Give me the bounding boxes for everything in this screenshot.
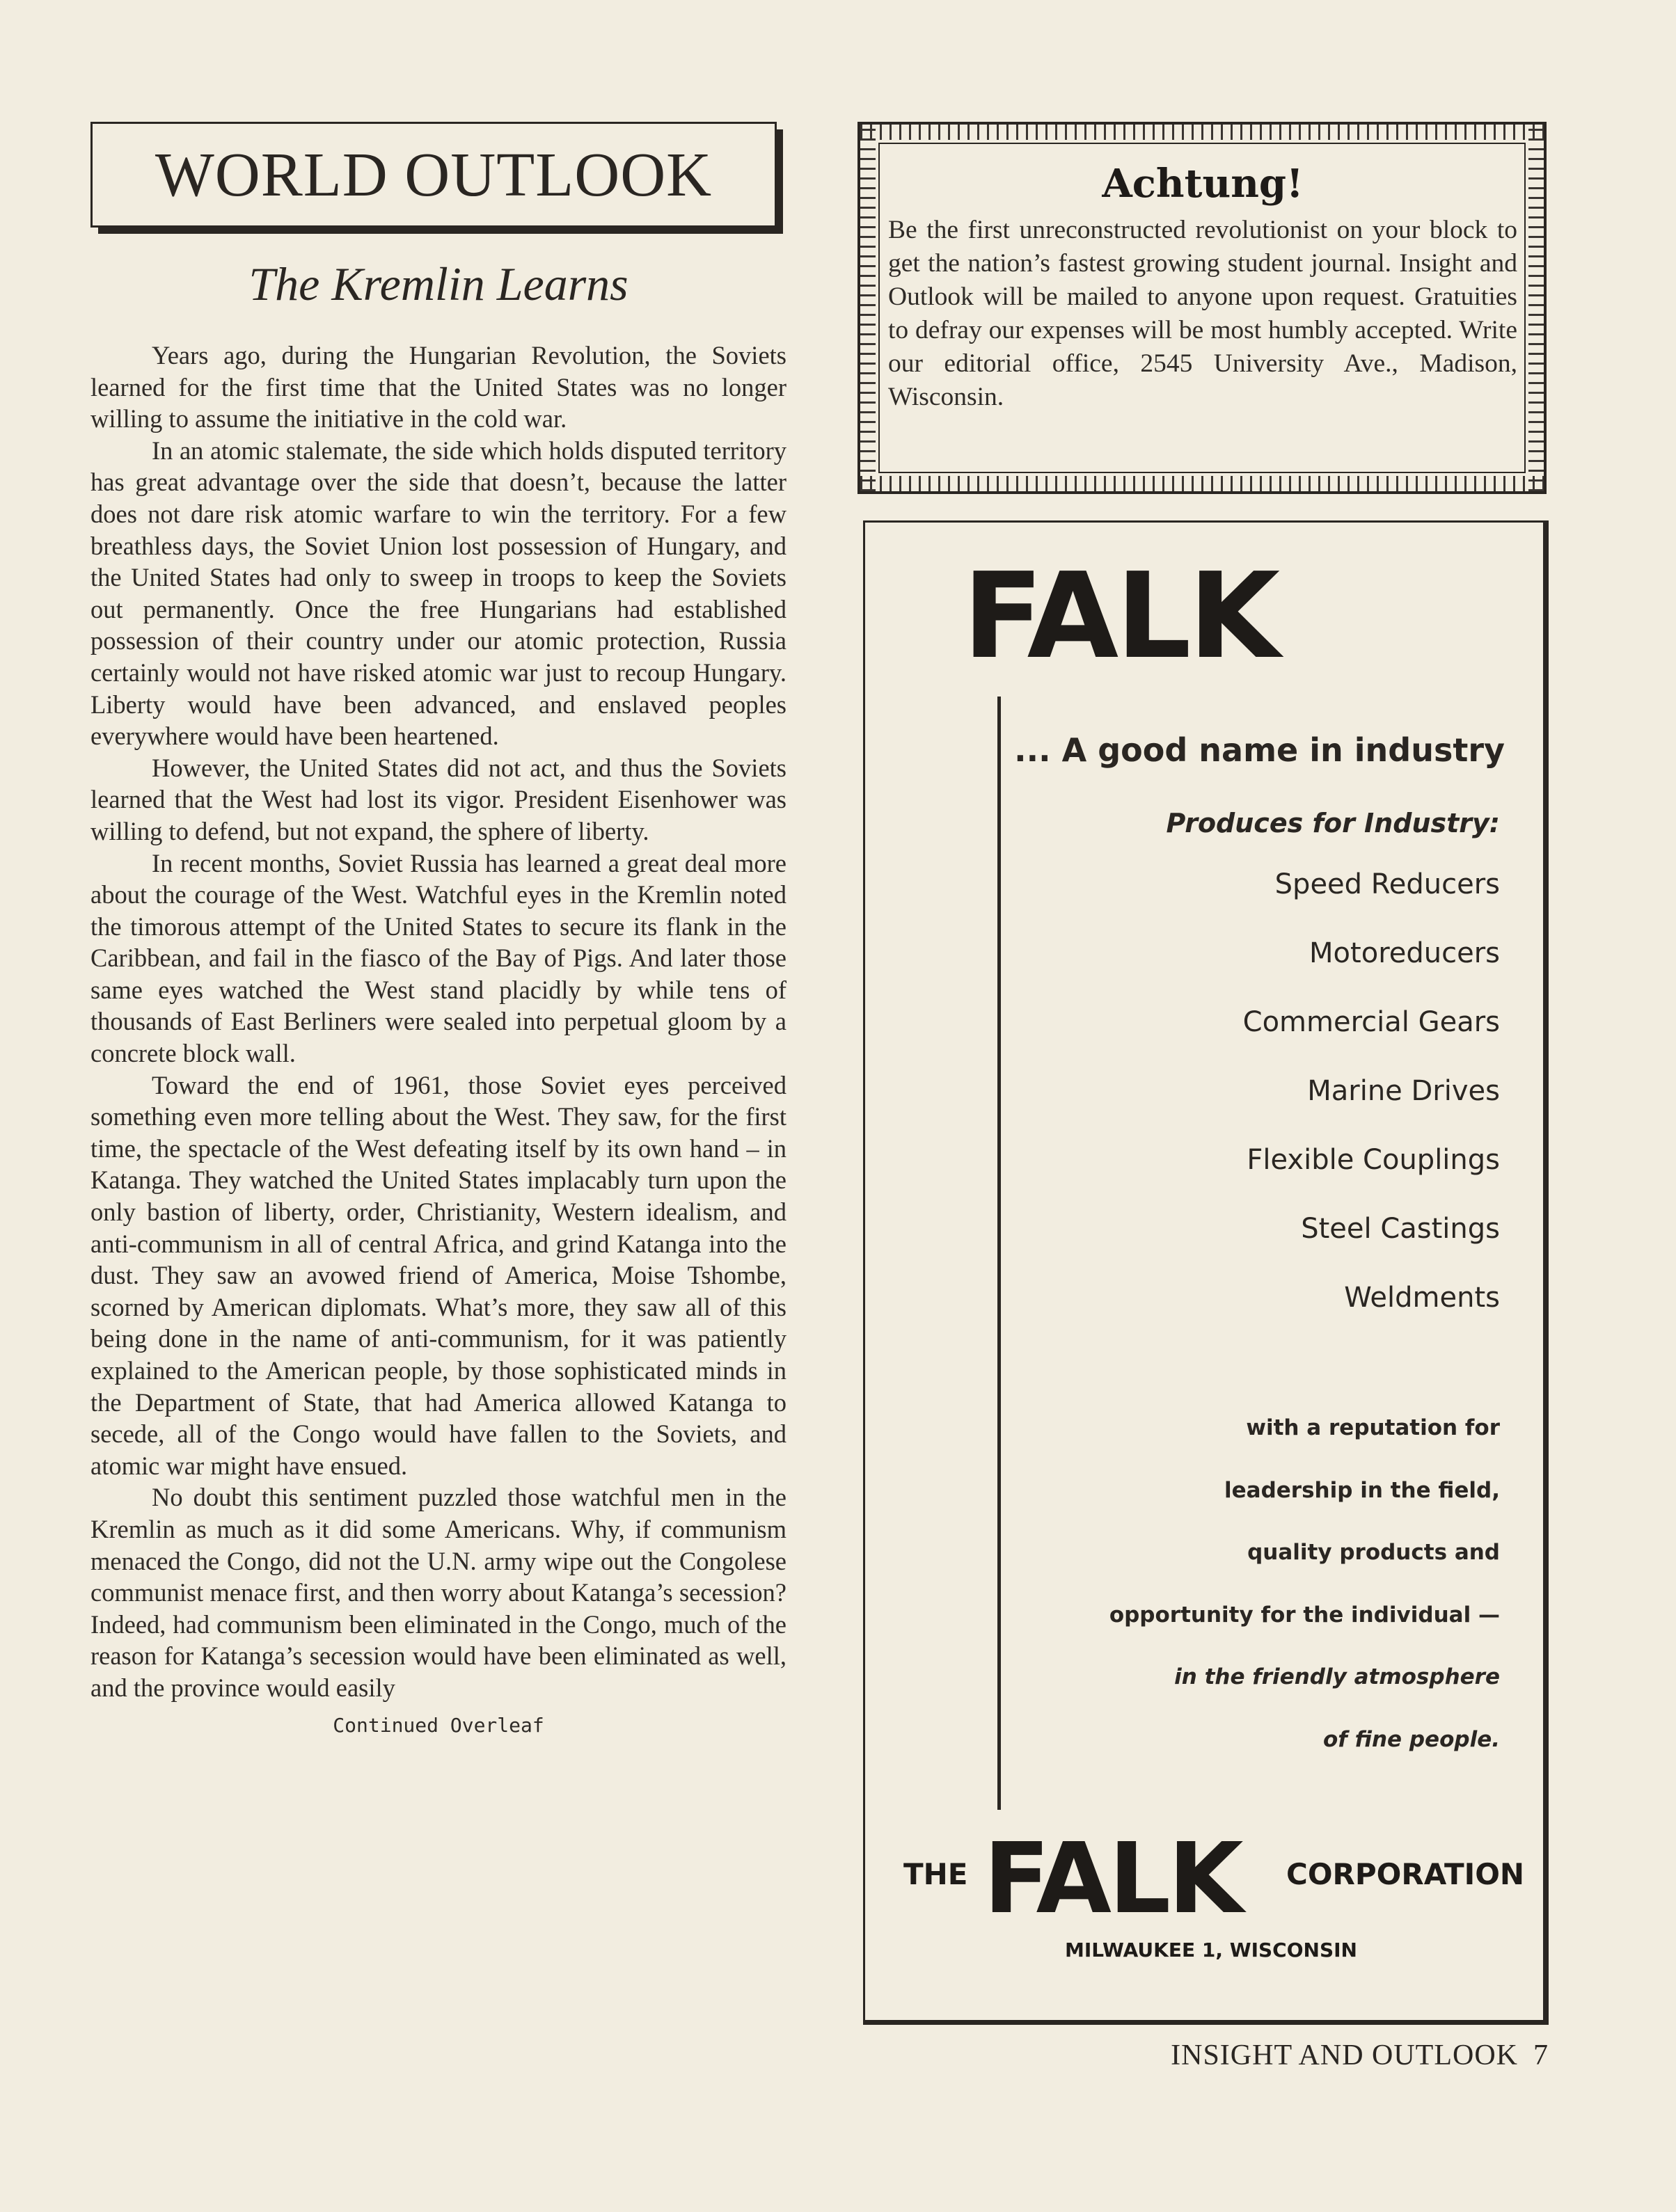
article-title: The Kremlin Learns (248, 257, 628, 310)
falk-logo: FALK (963, 548, 1278, 685)
reputation-line: with a reputation for (1246, 1415, 1500, 1440)
reputation-line: in the friendly atmosphere (1174, 1664, 1500, 1689)
page-footer (1171, 2039, 1549, 2072)
article-paragraph: In an atomic stalemate, the side which holds disputed territory has great advantage over the side that doesn’t, because the latter does not dare risk atomic warfare to win the territory. For a few breathless days, the Soviet Union lost possession of Hungary, and the United States had only to sweep in troops to keep the Soviets out permanently. Once the free Hungarians had established possession of their country under our atomic protection, Russia certainly would not have risked atomic war just to recoup Hungary. Liberty would have been advanced, and enslaved peoples everywhere would have been heartened. (90, 436, 786, 751)
falk-advertisement (863, 520, 1549, 2025)
corporation-signature (896, 1822, 1525, 1936)
section-heading: WORLD OUTLOOK (155, 140, 713, 209)
company-address: MILWAUKEE 1, WISCONSIN (1065, 1939, 1357, 1962)
reputation-line: opportunity for the individual — (1109, 1602, 1500, 1628)
ad-tagline: ... A good name in industry (1014, 731, 1505, 769)
the-word: THE (903, 1857, 968, 1891)
article-body (90, 340, 786, 1704)
product-item: Steel Castings (1301, 1213, 1500, 1245)
product-item: Weldments (1344, 1282, 1500, 1314)
product-item: Speed Reducers (1274, 868, 1500, 900)
produces-heading: Produces for Industry: (1166, 808, 1500, 838)
notice-title: Achtung! (1102, 161, 1304, 207)
article-paragraph: Years ago, during the Hungarian Revolution, the Soviets learned for the first time that the United States was no longer willing to assume the initiative in the cold war. (90, 341, 786, 433)
world-outlook-column (90, 122, 786, 1737)
product-item: Marine Drives (1307, 1075, 1500, 1107)
notice-body: Be the first unreconstructed revolutionist on your block to get the nation’s fastest growing student journal. Insight and Outlook will be mailed to anyone upon request. Gratuities to defray our expenses will be most humbly accepted. Write our editorial office, 2545 University Ave., Madison, Wisconsin. (888, 216, 1517, 411)
article-paragraph: However, the United States did not act, and thus the Soviets learned that the West had lost its vigor. President Eisenhower was willing to defend, but not expand, the sphere of liberty. (90, 753, 786, 845)
article-paragraph: Toward the end of 1961, those Soviet eyes perceived something even more telling about the West. They saw, for the first time, the spectacle of the West defeating itself by its own hand – in Katanga. They watched the United States implacably turn upon the only bastion of liberty, order, Christianity, Western idealism, and anti-communism in all of central Africa, and grind Katanga into the dust. They saw an avowed friend of America, Moise Tshombe, scorned by American diplomats. What’s more, they saw all of this being done in the name of anti-communism, for it was patiently explained to the American people, by those sophisticated minds in the Department of State, that had America allowed Katanga to secede, all of the Congo would have fallen to the Soviets, and atomic war might have ensued. (90, 1070, 786, 1480)
reputation-line: quality products and (1247, 1540, 1500, 1565)
product-item: Motoreducers (1309, 937, 1500, 969)
continued-note: Continued Overleaf (333, 1713, 544, 1737)
ad-vertical-rule (997, 697, 1001, 1810)
publication-name: INSIGHT AND OUTLOOK (1171, 2039, 1518, 2071)
section-heading-box (90, 122, 777, 228)
reputation-line: leadership in the field, (1224, 1477, 1500, 1503)
achtung-notice-box (857, 122, 1547, 494)
article-paragraph: In recent months, Soviet Russia has learned a great deal more about the courage of the West. Watchful eyes in the Kremlin noted the timorous attempt of the United States to secure its flank in the Caribbean, and fail in the fiasco of the Bay of Pigs. And later those same eyes watched the West stand placidly by while tens of thousands of East Berliners were sealed into perpetual gloom by a concrete block wall. (90, 848, 786, 1068)
article-paragraph: No doubt this sentiment puzzled those watchful men in the Kremlin as much as it did some Americans. Why, if communism menaced the Congo, did not the U.N. army wipe out the Congolese communist menace first, and then worry about Katanga’s secession? Indeed, had communism been eliminated in the Congo, much of the reason for Katanga’s secession would have been eliminated as well, and the province would easily (90, 1483, 786, 1702)
product-item: Commercial Gears (1242, 1006, 1500, 1038)
product-item: Flexible Couplings (1247, 1144, 1500, 1176)
reputation-text (1054, 1417, 1500, 1790)
reputation-line: of fine people. (1323, 1726, 1500, 1752)
falk-logo-small: FALK (983, 1822, 1241, 1936)
corporation-word: CORPORATION (1286, 1857, 1525, 1891)
page-number: 7 (1533, 2039, 1549, 2071)
product-list (1082, 870, 1500, 1353)
notice-inner (878, 143, 1526, 473)
